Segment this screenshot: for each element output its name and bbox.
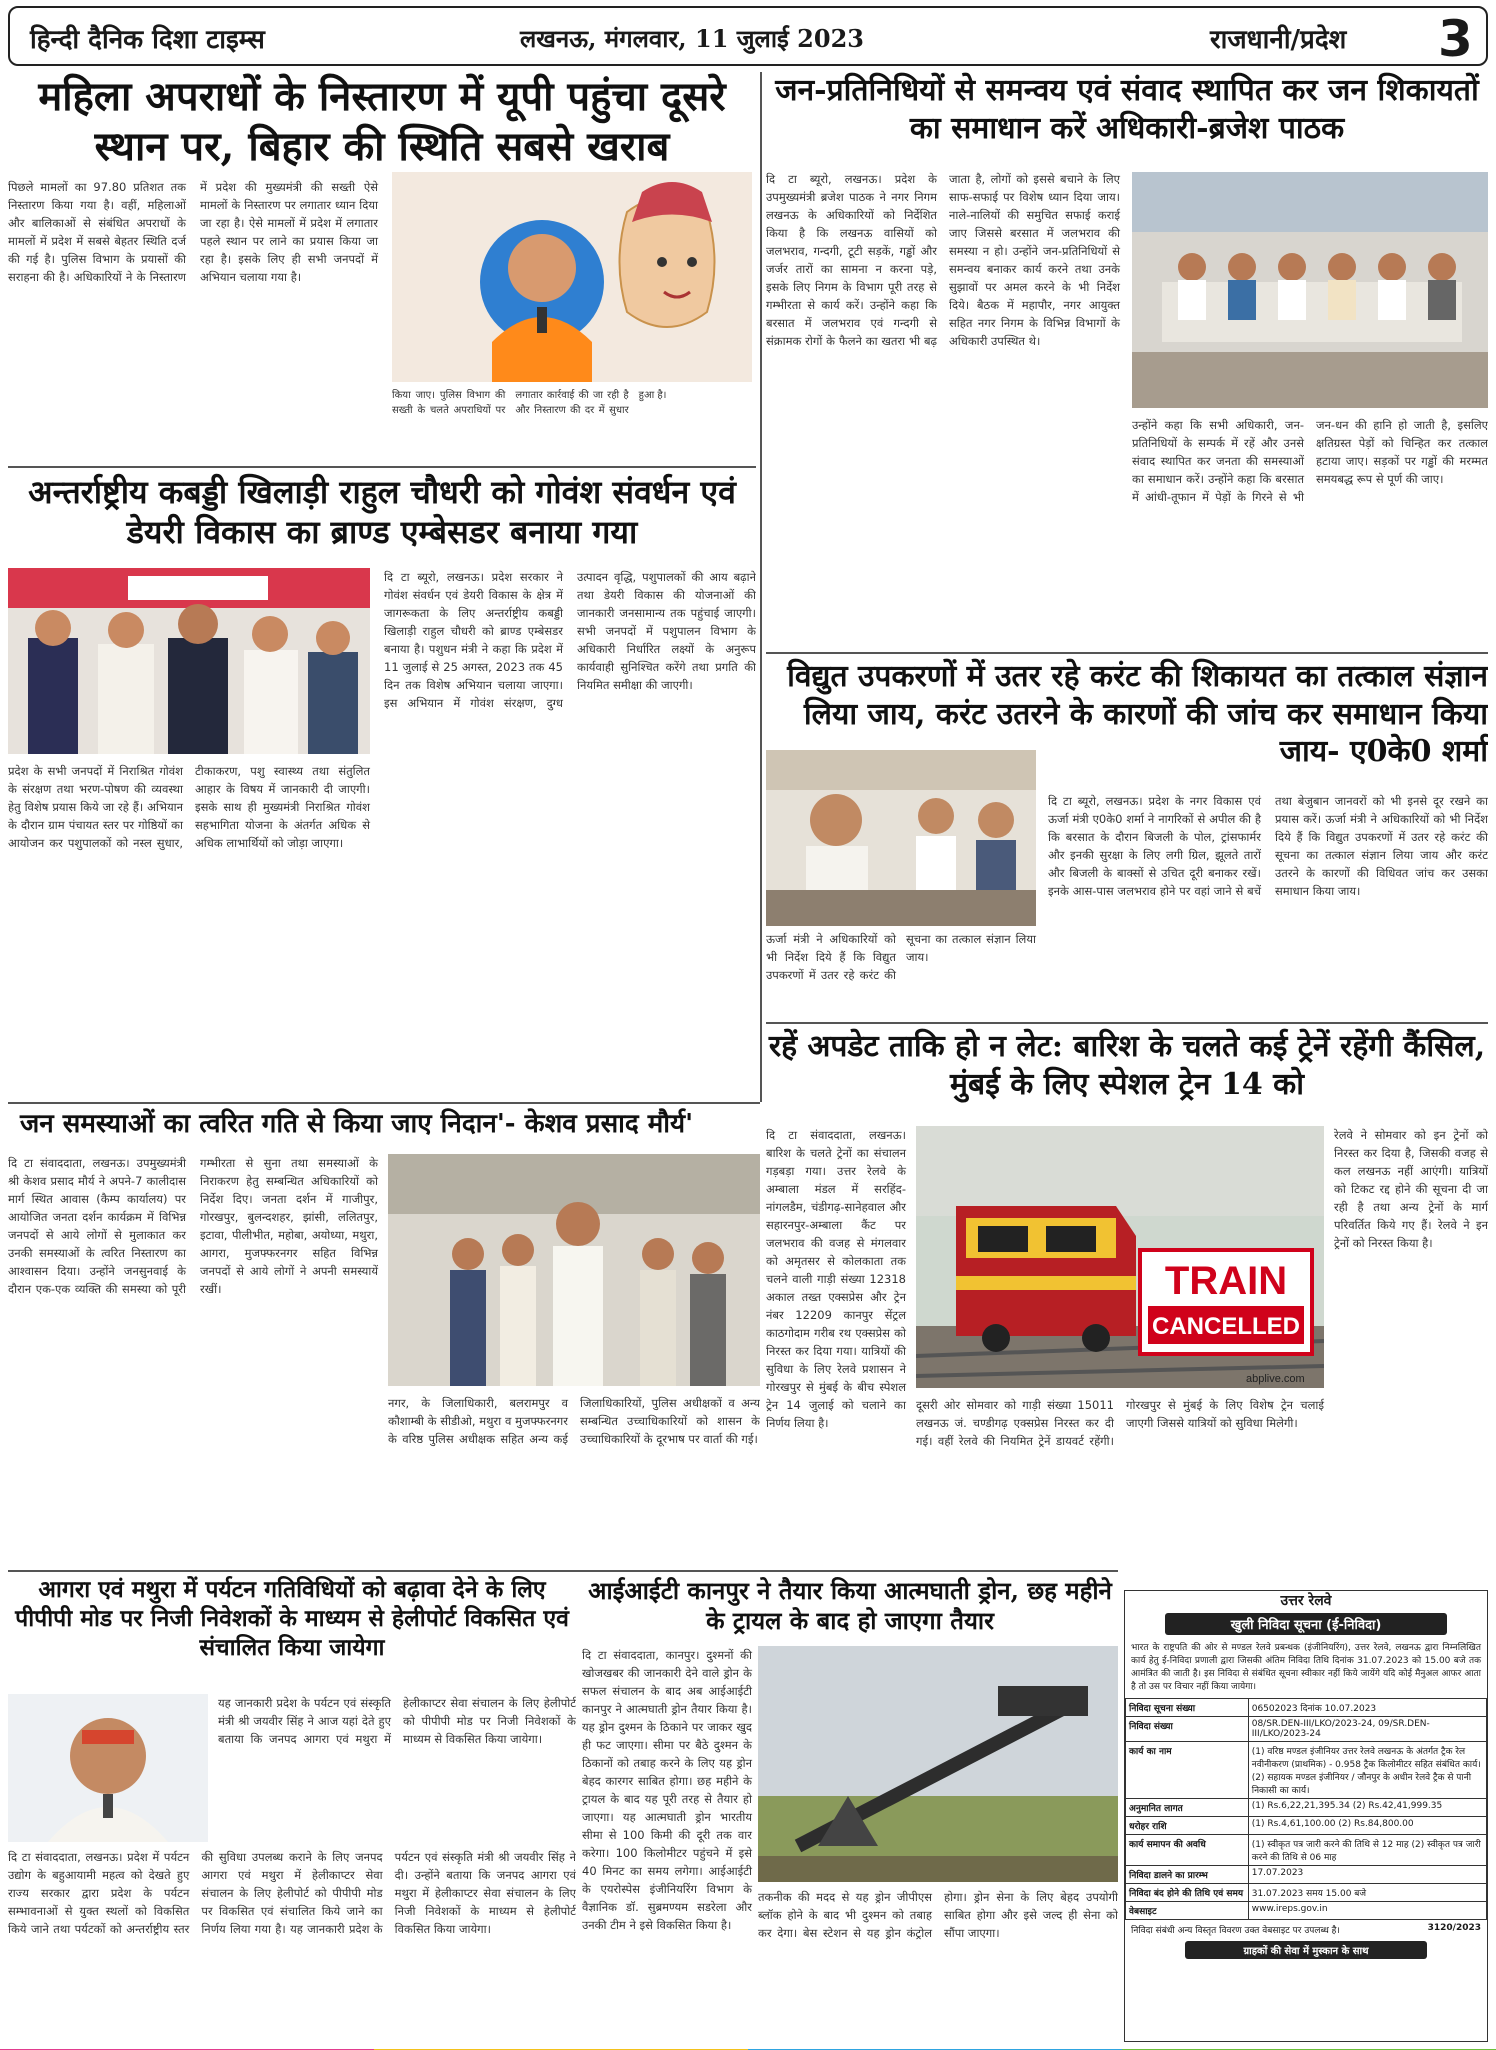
tender-intro: भारत के राष्ट्रपति की ओर से मण्डल रेलवे प्रबन्धक (इंजीनियरिंग), उत्तर रेलवे, लखनऊ द्वारा निम्नलिखित कार्य हेतु ई-निविदा प्रणाली द्वारा जिसकी अंतिम निविदा तिथि दिनांक 31.07.2023 को 15.00 बजे तक आमंत्रित की जाती है। इस निविदा से संबंधित सूचना स्वीकार नहीं किये जायेंगे यदि कोई मैनुअल आफर आता है तो उस पर विचार नहीं किया जायेगा। (1131, 1643, 1481, 1692)
article-kabaddi (8, 472, 756, 1098)
row-rule (8, 1570, 1118, 1572)
tender-row (1126, 1699, 1487, 1717)
article-brajesh-pathak (766, 72, 1488, 648)
article-drone (582, 1576, 1118, 2042)
headline: अन्तर्राष्ट्रीय कबड्डी खिलाड़ी राहुल चौधरी को गोवंश संवर्धन एवं डेयरी विकास का ब्राण्ड एम्बेसडर बनाया गया (28, 473, 736, 551)
headline: महिला अपराधों के निस्तारण में यूपी पहुंचा दूसरे स्थान पर, बिहार की स्थिति सबसे खराब (38, 73, 726, 170)
tender-code: 3120/2023 (1427, 1923, 1481, 1933)
kabaddi-photo (8, 568, 370, 754)
train-badge-line2: CANCELLED (1152, 1313, 1300, 1340)
tender-row-value: www.ireps.gov.in (1248, 1902, 1486, 1920)
article-ak-sharma (766, 658, 1488, 1018)
tender-row-key: धरोहर राशि (1126, 1817, 1249, 1835)
article-body-right: रेलवे ने सोमवार को इन ट्रेनों को निरस्त कर दिया है, जिसकी वजह से कल लखनऊ नहीं आएंगी। यात्रियों को टिकट रद्द होने की सूचना दी जा रही है तथा अन्य ट्रेनों के मार्ग परिवर्तित किये गए हैं। रेलवे ने इन ट्रेनों को निरस्त किया है। (1334, 1128, 1488, 1250)
tender-row-key: निविदा डालने का प्रारम्भ (1126, 1866, 1249, 1884)
train-badge-line1: TRAIN (1164, 1259, 1288, 1303)
article-body-continued: नगर, के जिलाधिकारी, बलरामपुर व कौशाम्बी के सीडीओ, मथुरा व मुजफ्फरनगर के वरिष्ठ पुलिस अधीक्षक सहित अन्य कई जिलाधिकारियों, पुलिस अधीक्षकों व अन्य सम्बन्धित उच्चाधिकारियों को शासन के उच्चाधिकारियों के दूरभाष पर वार्ता की गई। (388, 1396, 760, 1446)
article-body-lower: प्रदेश के सभी जनपदों में निराश्रित गोवंश के संरक्षण तथा भरण-पोषण की व्यवस्था हेतु विशेष प्रयास किये जा रहे हैं। अभियान के दौरान ग्राम पंचायत स्तर पर गोष्ठियों का आयोजन कर पशुपालकों को नस्ल सुधार, टीकाकरण, पशु स्वास्थ्य तथा संतुलित आहार के विषय में जानकारी दी जाएगी। इसके साथ ही मुख्यमंत्री निराश्रित गोवंश सहभागिता योजना के अंतर्गत अधिक से अधिक लाभार्थियों को जोड़ा जाएगा। (8, 764, 370, 850)
tender-row-key: निविदा संख्या (1126, 1717, 1249, 1742)
tender-row-value: 17.07.2023 (1248, 1866, 1486, 1884)
article-body-continued: किया जाए। पुलिस विभाग की सख्ती के चलते अपराधियों पर लगातार कार्रवाई की जा रही है और निस्तारण की दर में सुधार हुआ है। (392, 390, 667, 416)
yogi-photo (392, 172, 752, 382)
headline: रहें अपडेट ताकि हो न लेट: बारिश के चलते कई ट्रेनें रहेंगी कैंसिल, मुंबई के लिए स्पेशल ट्रेन 14 को (768, 1029, 1486, 1102)
headline: विद्युत उपकरणों में उतर रहे करंट की शिकायत का तत्काल संज्ञान लिया जाय, करंट उतरने के कारणों की जांच कर समाधान किया जाय- ए0के0 शर्मा (787, 659, 1488, 769)
tender-row-key: निविदा बंद होने की तिथि एवं समय (1126, 1884, 1249, 1902)
section-title: राजधानी/प्रदेश (1210, 25, 1347, 55)
tender-row (1126, 1835, 1487, 1866)
tender-row (1126, 1817, 1487, 1835)
article-body: दि टा संवाददाता, लखनऊ। बारिश के चलते ट्रेनों का संचालन गड़बड़ा गया। उत्तर रेलवे के अम्बाला मंडल में सरहिंद-नांगलडैम, चंडीगढ़-सानेहवाल और सहारनपुर-अम्बाला कैंट पर जलभराव की वजह से मंगलवार को अमृतसर से कोलकाता तक चलने वाली गाड़ी संख्या 12318 अकाल तख्त एक्सप्रेस और ट्रेन नंबर 12209 कानपुर सेंट्रल काठगोदाम गरीब रथ एक्सप्रेस को निरस्त कर दिया गया। यात्रियों की सुविधा के लिए रेलवे प्रशासन ने गोरखपुर से मुंबई के बीच स्पेशल ट्रेन 14 जुलाई को चलाने का निर्णय लिया है। (766, 1128, 906, 1430)
row-rule (766, 652, 1488, 654)
tender-row-value: (1) वरिष्ठ मण्डल इंजीनियर उत्तर रेलवे लखनऊ के अंतर्गत ट्रैक रेल नवीनीकरण (प्राथमिक) - 0.958 ट्रैक किलोमीटर सहित संबंधित कार्य। (2) सहायक मण्डल इंजीनियर / जौनपुर के अधीन रेलवे ट्रैक से पानी निकासी का कार्य। (1248, 1742, 1486, 1799)
train-photo (916, 1126, 1324, 1388)
tender-row (1126, 1717, 1487, 1742)
tender-org: उत्तर रेलवे (1280, 1593, 1332, 1609)
column-rule (760, 72, 762, 1102)
tender-footer-text: निविदा संबंधी अन्य विस्तृत विवरण उक्त वेबसाइट पर उपलब्ध है। (1131, 1926, 1340, 1936)
tender-header (1125, 1591, 1487, 1635)
row-rule (766, 1022, 1488, 1024)
photo-credit: abplive.com (1246, 1373, 1305, 1385)
tender-row-key: वेबसाइट (1126, 1902, 1249, 1920)
meeting-photo (1132, 172, 1488, 408)
tender-row-value: (1) Rs.4,61,100.00 (2) Rs.84,800.00 (1248, 1817, 1486, 1835)
headline: आईआईटी कानपुर ने तैयार किया आत्मघाती ड्रोन, छह महीने के ट्रायल के बाद हो जाएगा तैयार (588, 1576, 1112, 1635)
tender-table (1125, 1698, 1487, 1920)
tender-row (1126, 1884, 1487, 1902)
article-body-upper: यह जानकारी प्रदेश के पर्यटन एवं संस्कृति मंत्री श्री जयवीर सिंह ने आज यहां देते हुए बताया कि जनपद आगरा एवं मथुरा में हेलीकाप्टर सेवा संचालन के लिए हेलीपोर्ट को पीपीपी मोड पर निजी निवेशकों के माध्यम से विकसित किया जायेगा। (218, 1696, 576, 1746)
headline: जन समस्याओं का त्वरित गति से किया जाए निदान'- केशव प्रसाद मौर्य' (20, 1109, 694, 1139)
tender-row-value: (1) Rs.6,22,21,395.34 (2) Rs.42,41,999.35 (1248, 1799, 1486, 1817)
tender-title: खुली निविदा सूचना (ई-निविदा) (1165, 1613, 1447, 1635)
article-trains (766, 1028, 1488, 1576)
tender-row-key: निविदा सूचना संख्या (1126, 1699, 1249, 1717)
drone-photo (758, 1646, 1118, 1882)
jaiveer-photo (8, 1694, 208, 1842)
keshav-photo (388, 1154, 760, 1386)
paper-name: हिन्दी दैनिक दिशा टाइम्स (30, 25, 265, 55)
tender-row-value: 06502023 दिनांक 10.07.2023 (1248, 1699, 1486, 1717)
tender-row (1126, 1866, 1487, 1884)
row-rule (8, 466, 756, 468)
article-body: पिछले मामलों का 97.80 प्रतिशत तक निस्तारण किया गया है। वहीं, महिलाओं और बालिकाओं से संबंधित अपराधों के मामलों में प्रदेश में सबसे बेहतर स्थिति दर्ज की गई है। पुलिस विभाग के प्रयासों की सराहना की है। अधिकारियों ने के निस्तारण में प्रदेश की मुख्यमंत्री की सख्ती ऐसे मामलों के निस्तारण पर लगातार ध्यान दिया जा रहा है। ऐसे मामलों में प्रदेश में लगातार पहले स्थान पर लाने का प्रयास किया जा रहा है। इसके लिए ही सभी जनपदों में अभियान चलाया गया है। (8, 180, 378, 284)
tender-footer (1125, 1920, 1487, 1939)
row-rule (8, 1102, 760, 1104)
photo-caption: ऊर्जा मंत्री ने अधिकारियों को भी निर्देश दिये हैं कि विद्युत उपकरणों में उतर रहे करंट की सूचना का तत्काल संज्ञान लिया जाय। (766, 932, 1036, 982)
page-number: 3 (1438, 10, 1473, 68)
tender-row-value: 08/SR.DEN-III/LKO/2023-24, 09/SR.DEN-III/LKO/2023-24 (1248, 1717, 1486, 1742)
article-body: दि टा संवाददाता, कानपुर। दुश्मनों की खोजखबर की जानकारी देने वाले ड्रोन के सफल संचालन के बाद अब आईआईटी कानपुर ने आत्मघाती ड्रोन तैयार किया है। यह ड्रोन दुश्मन के ठिकाने पर जाकर खुद ही फट जाएगा। सीमा पर बैठे दुश्मन के ठिकानों को तबाह करने के लिए यह ड्रोन बेहद कारगर साबित होगा। छह महीने के ट्रायल के बाद यह पूरी तरह से तैयार हो जाएगा। यह आत्मघाती ड्रोन भारतीय सीमा से 100 किमी की दूरी तक वार करेगा। 100 किलोमीटर पहुंचने में इसे 40 मिनट का समय लगेगा। आईआईटी के एयरोस्पेस इंजीनियरिंग विभाग के वैज्ञानिक डॉ. सुब्रमण्यम सडरेला और उनकी टीम ने इसे विकसित किया है। (582, 1648, 752, 1932)
article-body-bottom: दूसरी ओर सोमवार को गाड़ी संख्या 15011 लखनऊ जं. चण्डीगढ़ एक्सप्रेस निरस्त कर दी गई। वहीं रेलवे की नियमित ट्रेनें डायवर्ट रहेंगी। गोरखपुर से मुंबई के लिए विशेष ट्रेन चलाई जाएगी जिससे यात्रियों को सुविधा मिलेगी। (916, 1398, 1324, 1448)
tender-row (1126, 1799, 1487, 1817)
dateline: लखनऊ, मंगलवार, 11 जुलाई 2023 (520, 24, 864, 53)
article-body: दि टा संवाददाता, लखनऊ। प्रदेश में पर्यटन उद्योग के बहुआयामी महत्व को देखते हुए राज्य सरकार द्वारा प्रदेश के पर्यटन सम्भावनाओं से युक्त स्थलों को विकसित किये जाने तथा पर्यटकों को अन्तर्राष्ट्रीय स्तर की सुविधा उपलब्ध कराने के लिए जनपद आगरा एवं मथुरा में हेलीकाप्टर सेवा संचालन के लिए हेलीपोर्ट को पीपीपी मोड पर विकसित एवं संचालित किये जाने का निर्णय लिया गया है। यह जानकारी प्रदेश के पर्यटन एवं संस्कृति मंत्री श्री जयवीर सिंह ने दी। उन्होंने बताया कि जनपद आगरा एवं मथुरा में हेलीकाप्टर सेवा संचालन के लिए निजी निवेशकों के माध्यम से हेलीपोर्ट विकसित किया जायेगा। (8, 1850, 576, 1936)
tender-row-key: कार्य समापन की अवधि (1126, 1835, 1249, 1866)
article-body: दि टा ब्यूरो, लखनऊ। प्रदेश सरकार ने गोवंश संवर्धन एवं डेयरी विकास के क्षेत्र में जागरूकता के लिए अन्तर्राष्ट्रीय कबड्डी खिलाड़ी राहुल चौधरी को ब्राण्ड एम्बेसडर बनाया है। पशुधन मंत्री ने कहा कि प्रदेश में 11 जुलाई से 25 अगस्त, 2023 तक 45 दिन तक विशेष अभियान चलाया जाएगा। इस अभियान में गोवंश संरक्षण, दुग्ध उत्पादन वृद्धि, पशुपालकों की आय बढ़ाने तथा डेयरी विकास की योजनाओं की जानकारी जनसामान्य तक पहुंचाई जाएगी। सभी जनपदों में पशुपालन विभाग के अधिकारी निर्धारित लक्ष्यों के अनुरूप कार्यवाही सुनिश्चित करेंगे तथा प्रगति की नियमित समीक्षा की जाएगी। (384, 570, 756, 710)
tender-notice (1124, 1590, 1488, 2042)
tender-slogan: ग्राहकों की सेवा में मुस्कान के साथ (1185, 1941, 1427, 1959)
tender-row-key: कार्य का नाम (1126, 1742, 1249, 1799)
article-body-lower: तकनीक की मदद से यह ड्रोन जीपीएस ब्लॉक होने के बाद भी दुश्मन को तबाह कर देगा। बेस स्टेशन से यह ड्रोन कंट्रोल होगा। ड्रोन सेना के लिए बेहद उपयोगी साबित होगा और इसे जल्द ही सेना को सौंपा जाएगा। (758, 1890, 1118, 1940)
tender-row (1126, 1902, 1487, 1920)
article-body-continued: उन्होंने कहा कि सभी अधिकारी, जन-प्रतिनिधियों के सम्पर्क में रहें और उनसे संवाद स्थापित कर जनता की समस्याओं का समाधान करें। उन्होंने कहा कि बरसात में आंधी-तूफान में पेड़ों के गिरने से भी जन-धन की हानि हो जाती है, इसलिए क्षतिग्रस्त पेड़ों को चिन्हित कर तत्काल हटाया जाए। सड़कों पर गड्ढों की मरम्मत समयबद्ध रूप से पूर्ण की जाए। (1132, 418, 1488, 504)
headline: जन-प्रतिनिधियों से समन्वय एवं संवाद स्थापित कर जन शिकायतों का समाधान करें अधिकारी-ब्रजेश पाठक (775, 73, 1479, 146)
article-body: दि टा ब्यूरो, लखनऊ। प्रदेश के उपमुख्यमंत्री ब्रजेश पाठक ने नगर निगम लखनऊ के अधिकारियों को निर्देशित किया है कि लखनऊ वासियों को जलभराव, गन्दगी, टूटी सड़कें, गड्ढों और जर्जर तारों का सामना न करना पड़े, इसके लिए निगम के विभाग पूरी तरह से गम्भीरता से कार्य करें। उन्होंने कहा कि बरसात में जलभराव एवं गन्दगी से संक्रामक रोगों के फैलने का खतरा भी बढ़ जाता है, लोगों को इससे बचाने के लिए साफ-सफाई पर विशेष ध्यान दिया जाय। नाले-नालियों की समुचित सफाई कराई जाए जिससे बरसात में जलभराव की समस्या न हो। उन्होंने जन-प्रतिनिधियों से समन्वय बनाकर कार्य करने तथा उनके सुझावों पर अमल करने के भी निर्देश दिये। बैठक में महापौर, नगर आयुक्त सहित नगर निगम के विभिन्न विभागों के अधिकारी उपस्थित थे। (766, 172, 1120, 348)
tender-row (1126, 1742, 1487, 1799)
tender-row-value: (1) स्वीकृत पत्र जारी करने की तिथि से 12 माह (2) स्वीकृत पत्र जारी करने की तिथि से 06 माह (1248, 1835, 1486, 1866)
ak-sharma-photo (766, 750, 1036, 926)
headline: आगरा एवं मथुरा में पर्यटन गतिविधियों को बढ़ावा देने के लिए पीपीपी मोड पर निजी निवेशकों के माध्यम से हेलीपोर्ट विकसित एवं संचालित किया जायेगा (15, 1576, 569, 1661)
article-body: दि टा संवाददाता, लखनऊ। उपमुख्यमंत्री श्री केशव प्रसाद मौर्य ने अपने-7 कालीदास मार्ग स्थित आवास (कैम्प कार्यालय) पर आयोजित जनता दर्शन कार्यक्रम में विभिन्न जनपदों से आये लोगों से मुलाकात कर उनकी समस्याओं के त्वरित निस्तारण का आश्वासन दिया। उन्होंने जनसुनवाई के दौरान एक-एक व्यक्ति की समस्या को पूरी गम्भीरता से सुना तथा समस्याओं के निराकरण हेतु सम्बन्धित अधिकारियों को निर्देश दिए। जनता दर्शन में गाजीपुर, गोरखपुर, बुलन्दशहर, झांसी, ललितपुर, इटावा, पीलीभीत, महोबा, अयोध्या, मथुरा, आगरा, मुजफ्फरनगर सहित विभिन्न जनपदों से आये लोगों ने अपनी समस्यायें रखीं। (8, 1156, 378, 1296)
masthead (8, 6, 1488, 66)
article-keshav-maurya (8, 1108, 760, 1566)
footer-color-bar (0, 2042, 1496, 2050)
article-women-crime (8, 72, 756, 462)
article-heliport (8, 1576, 576, 2042)
article-body: दि टा ब्यूरो, लखनऊ। प्रदेश के नगर विकास एवं ऊर्जा मंत्री ए0के0 शर्मा ने नागरिकों से अपील की है कि बरसात के दौरान बिजली के पोल, ट्रांसफार्मर और इनकी सुरक्षा के लिए लगी ग्रिल, झूलते तारों और बिजली के बाक्सों से उचित दूरी बनाकर रखें। इनके आस-पास जलभराव होने पर वहां जाने से बचें तथा बेजुबान जानवरों को भी इनसे दूर रखने का प्रयास करें। ऊर्जा मंत्री ने अधिकारियों को भी निर्देश दिये हैं कि विद्युत उपकरणों में उतर रहे करंट की सूचना का तत्काल संज्ञान लिया जाय और करंट उतरने के कारणों की विधिवत जांच कर उसका समाधान किया जाय। (1048, 794, 1488, 898)
tender-row-value: 31.07.2023 समय 15.00 बजे (1248, 1884, 1486, 1902)
tender-row-key: अनुमानित लागत (1126, 1799, 1249, 1817)
